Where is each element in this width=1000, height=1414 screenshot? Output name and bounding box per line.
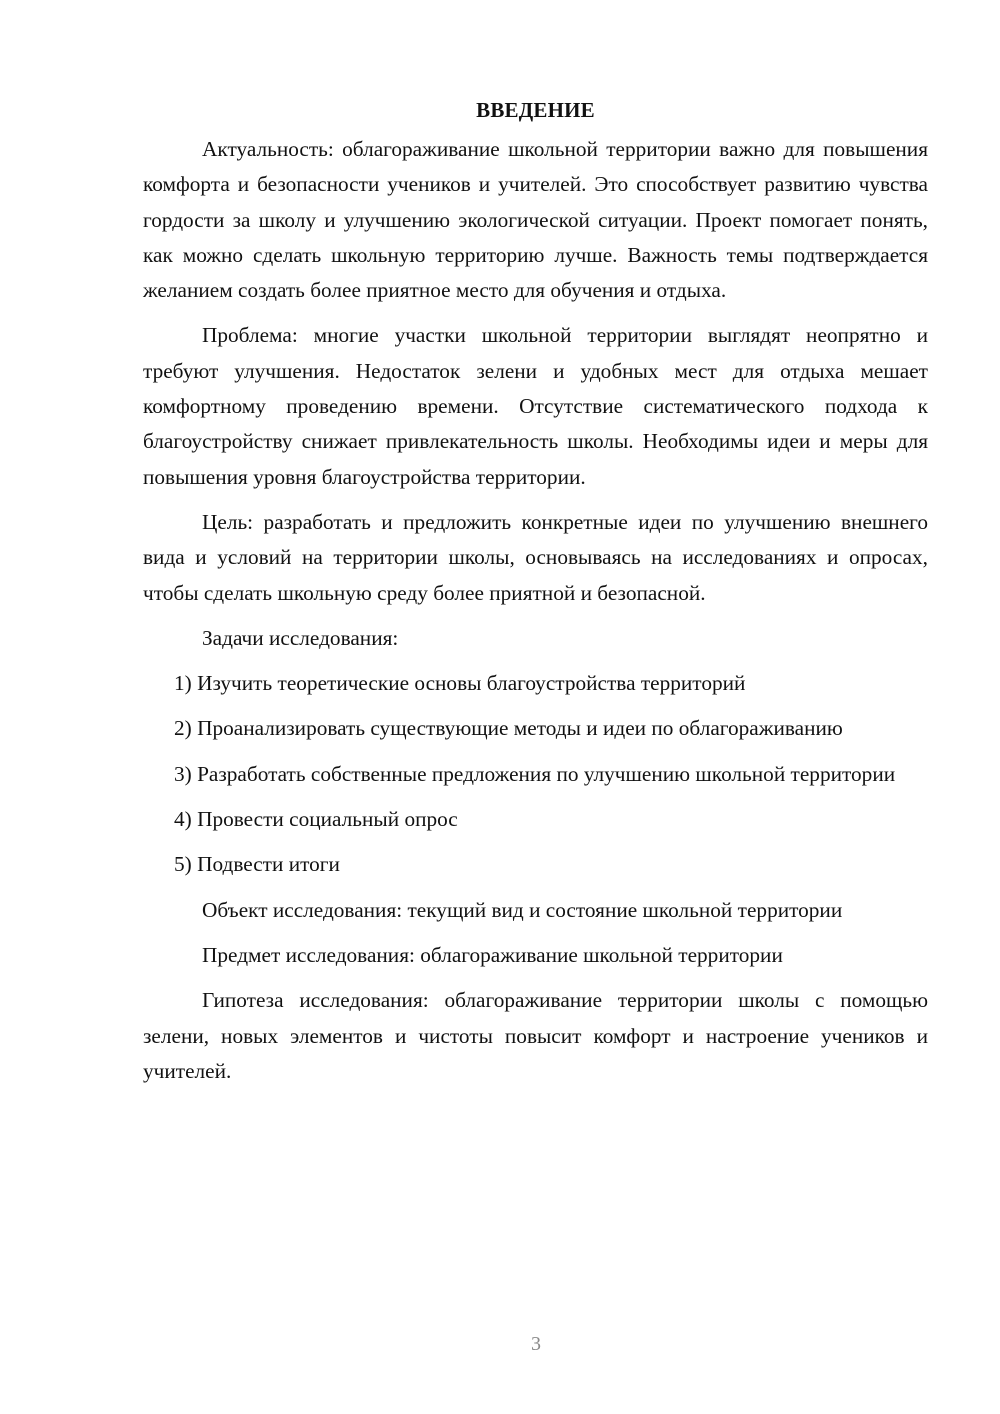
task-item-4: 4) Провести социальный опрос — [174, 807, 458, 832]
task-item-2: 2) Проанализировать существующие методы и идеи по облагораживанию — [174, 716, 843, 741]
relevance-paragraph: Актуальность: облагораживание школьной территории важно для повышения комфорта и безопасности учеников и учителей. Это способствует развитию чувства гордости за школу и улучшению экологической ситуации. Проект помогает понять, как можно сделать школьную территорию лучше. Важность темы подтверждается желанием создать более приятное место для обучения и отдыха. — [143, 137, 928, 303]
task-item-5: 5) Подвести итоги — [174, 852, 340, 877]
goal-paragraph: Цель: разработать и предложить конкретные идеи по улучшению внешнего вида и условий на территории школы, основываясь на исследованиях и опросах, чтобы сделать школьную среду более приятной и безопасной. — [143, 509, 928, 605]
page-number: 3 — [531, 1333, 541, 1355]
task-item-1: 1) Изучить теоретические основы благоустройства территорий — [174, 671, 746, 696]
problem-paragraph: Проблема: многие участки школьной территории выглядят неопрятно и требуют улучшения. Недостаток зелени и удобных мест для отдыха мешает комфортному проведению времени. Отсутствие систематического подхода к благоустройству снижает привлекательность школы. Необходимы идеи и меры для повышения уровня благоустройства территории. — [143, 323, 928, 489]
subject-paragraph: Предмет исследования: облагораживание школьной территории — [202, 942, 783, 967]
page-content — [143, 92, 928, 1099]
task-item-3: 3) Разработать собственные предложения по улучшению школьной территории — [174, 761, 896, 786]
page-title: ВВЕДЕНИЕ — [476, 98, 595, 122]
hypothesis-paragraph: Гипотеза исследования: облагораживание территории школы с помощью зелени, новых элементов и чистоты повысит комфорт и настроение учеников и учителей. — [143, 988, 928, 1083]
tasks-heading: Задачи исследования: — [202, 625, 399, 650]
object-paragraph: Объект исследования: текущий вид и состояние школьной территории — [202, 897, 843, 922]
